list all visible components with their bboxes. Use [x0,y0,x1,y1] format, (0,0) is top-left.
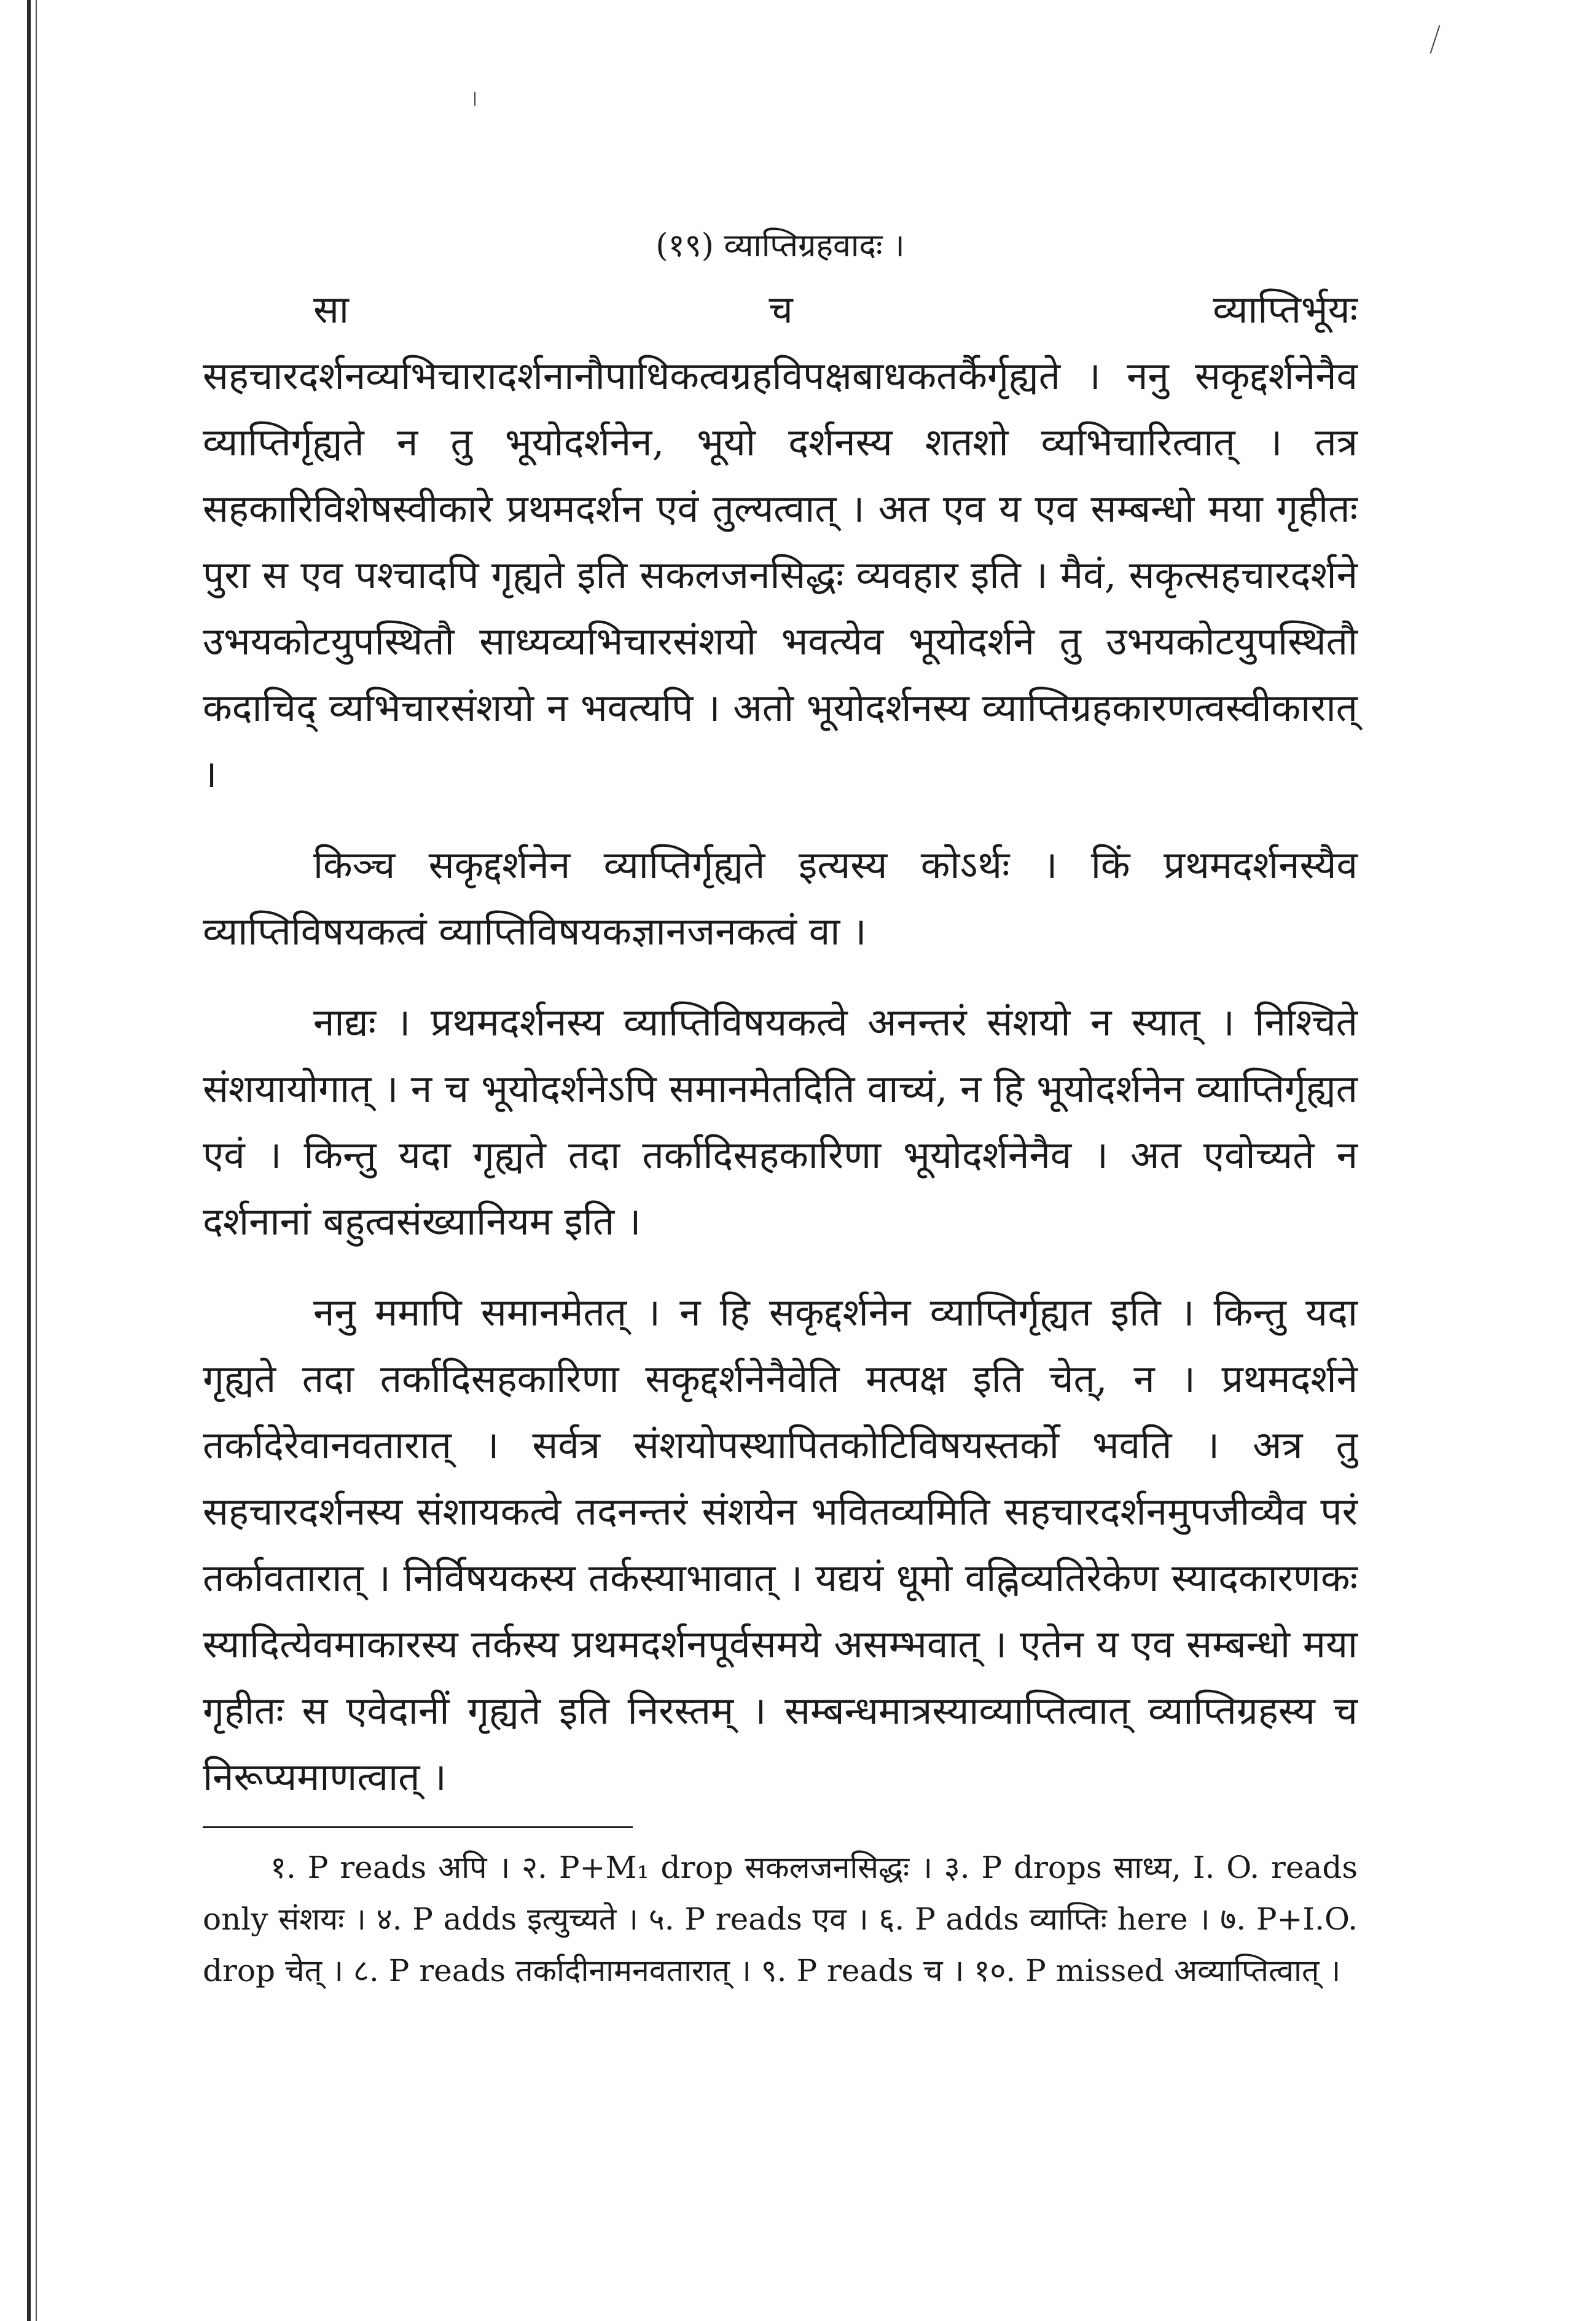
section-heading: (१९) व्याप्तिग्रहवादः । [655,227,905,264]
page-content [203,221,1358,1997]
footnote-separator [203,1826,633,1828]
paragraph-gap [203,807,1358,832]
paragraph-3: नाद्यः । प्रथमदर्शनस्य व्याप्तिविषयकत्वे अनन्तरं संशयो न स्यात् । निश्चिते संशयायोगात् । न च भूयोदर्शनेऽपि समानमेतदिति वाच्यं, न हि भूयोदर्शनेन व्याप्तिर्गृह्यत एवं । किन्तु यदा गृह्यते तदा तर्कादिसहकारिणा भूयोदर्शनेनैव । अत एवोच्यते न दर्शनानां बहुत्वसंख्यानियम इति । [203,1000,1358,1244]
stray-mark-top-center [474,92,475,106]
paragraph-gap [203,1255,1358,1279]
footnotes: १. P reads अपि । २. P+M₁ drop सकलजनसिद्धः । ३. P drops साध्य, I. O. reads only संशयः । ४. P adds इत्युच्यते । ५. P reads एव । ६. P adds व्याप्तिः here । ७. P+I.O. drop चेत् । ८. P reads तर्कादीनामनवतारात् । ९. P reads च । १०. P missed अव्याप्तित्वात् । [203,1850,1358,1989]
paragraph-2: किञ्च सकृद्दर्शनेन व्याप्तिर्गृह्यते इत्यस्य कोऽर्थः । किं प्रथमदर्शनस्यैव व्याप्तिविषयकत्वं व्याप्तिविषयकज्ञानजनकत्वं वा । [203,842,1358,954]
paragraph-4: ननु ममापि समानमेतत् । न हि सकृद्दर्शनेन व्याप्तिर्गृह्यत इति । किन्तु यदा गृह्यते तदा तर्कादिसहकारिणा सकृद्दर्शनेनैवेति मत्पक्ष इति चेत्, न । प्रथमदर्शने तर्कादेरेवानवतारात् । सर्वत्र संशयोपस्थापितकोटिविषयस्तर्को भवति । अत्र तु सहचारदर्शनस्य संशायकत्वे तदनन्तरं संशयेन भवितव्यमिति सहचारदर्शनमुपजीव्यैव परं तर्कावतारात् । निर्विषयकस्य तर्कस्याभावात् । यद्ययं धूमो वह्निव्यतिरेकेण स्यादकारणकः स्यादित्येवमाकारस्य तर्कस्य प्रथमदर्शनपूर्वसमये असम्भवात् । एतेन य एव सम्बन्धो मया गृहीतः स एवेदानीं गृह्यते इति निरस्तम् । सम्बन्धमात्रस्याव्याप्तित्वात् व्याप्तिग्रहस्य च निरूप्यमाणत्वात् । [203,1290,1358,1799]
paragraph-1: सा च व्याप्तिर्भूयः सहचारदर्शनव्यभिचारादर्शनानौपाधिकत्वग्रहविपक्षबाधकतर्कैर्गृह्यते । ननु सकृद्दर्शनेनैव व्याप्तिर्गृह्यते न तु भूयोदर्शनेन, भूयो दर्शनस्य शतशो व्यभिचारित्वात् । तत्र सहकारिविशेषस्वीकारे प्रथमदर्शन एवं तुल्यत्वात् । अत एव य एव सम्बन्धो मया गृहीतः पुरा स एव पश्चादपि गृह्यते इति सकलजनसिद्धः व्यवहार इति । मैवं, सकृत्सहचारदर्शने उभयकोटयुपस्थितौ साध्यव्यभिचारसंशयो भवत्येव भूयोदर्शने तु उभयकोटयुपस्थितौ कदाचिद् व्यभिचारसंशयो न भवत्यपि । अतो भूयोदर्शनस्य व्याप्तिग्रहकारणत्वस्वीकारात् । [203,287,1358,796]
binding-edge-line-inner [36,0,37,2321]
stray-mark-top-right [1430,25,1441,53]
binding-edge-line [27,0,31,2321]
paragraph-gap [203,965,1358,989]
